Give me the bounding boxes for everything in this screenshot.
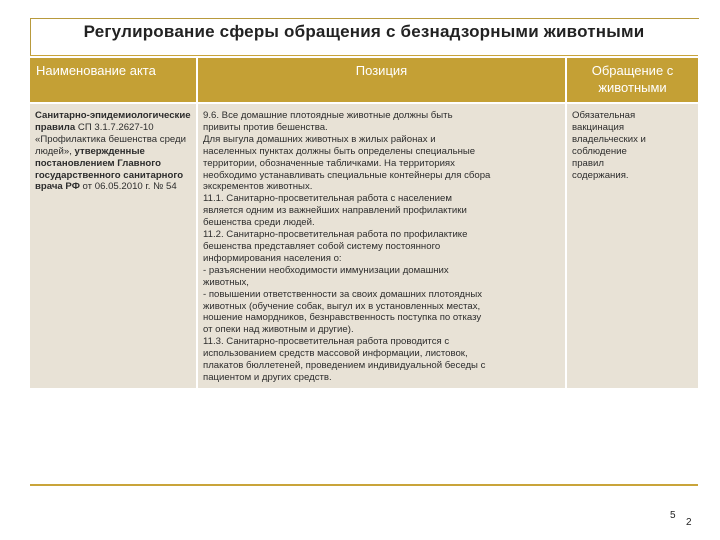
position-text-line: бешенства представляет собой систему постоянного <box>203 240 441 252</box>
treatment-text-line: владельческих и <box>572 133 646 145</box>
treatment-text-line: содержания. <box>572 169 629 181</box>
act-name-text-1: СП 3.1.7.2627-10 «Профилактика бешенства среди людей», <box>35 121 187 157</box>
position-text-line: 11.3. Санитарно-просветительная работа проводится с <box>203 336 450 348</box>
position-text-line: - повышении ответственности за своих домашних плотоядных <box>203 288 483 300</box>
page-number: 5 <box>670 510 676 521</box>
act-name-bold-1: Санитарно-эпидемиологические правила <box>35 110 191 133</box>
position-text-line: населенных пунктах должны быть определены специальные <box>203 145 476 157</box>
position-text-line: пациентом и других средств. <box>203 371 332 383</box>
table-row <box>30 103 698 388</box>
act-name-text-2: от 06.05.2010 г. № 54 <box>79 181 177 193</box>
page-title: Регулирование сферы обращения с безнадзорными животными <box>83 22 645 41</box>
position-text-line: территории, обозначенные табличками. На территориях <box>203 157 455 169</box>
position-text-line: Для выгула домашних животных в жилых районах и <box>203 133 436 145</box>
title-divider <box>30 55 698 56</box>
position-text-line: 9.6. Все домашние плотоядные животные должны быть <box>203 110 453 121</box>
position-text-line: животных, <box>203 276 249 288</box>
position-text-line: необходимо устанавливать специальные контейнеры для сбора <box>203 169 491 181</box>
position-text-line: 11.2. Санитарно-просветительная работа по профилактике <box>203 229 468 241</box>
position-text-line: 11.1. Санитарно-просветительная работа с населением <box>203 193 452 205</box>
position-text-line: плакатов бюллетеней, проведением индивидуальной беседы с <box>203 360 486 372</box>
act-name-cell <box>30 103 197 388</box>
treatment-text-line: правил <box>572 157 604 169</box>
position-text-line: ношение намордников, безнравственность поступка по отказу <box>203 312 482 324</box>
position-text-line: животных (обучение собак, выгул их в установленных местах, <box>203 300 481 312</box>
treatment-text-line: вакцинация <box>572 121 625 133</box>
position-cell <box>197 103 566 388</box>
position-text-line: от опеки над животным и другие). <box>203 324 354 336</box>
table-header-row <box>30 58 698 103</box>
position-text-line: привиты против бешенства. <box>203 121 328 133</box>
position-text-line: экскрементов животных. <box>203 181 313 193</box>
page-number-secondary: 2 <box>686 517 692 528</box>
treatment-cell <box>566 103 698 388</box>
position-text-line: информирования населения о: <box>203 252 342 264</box>
regulation-table <box>30 58 698 388</box>
header-position: Позиция <box>197 58 566 103</box>
position-text-line: использованием средств массовой информации, листовок, <box>203 348 468 360</box>
act-name-bold-2: утвержденные постановлением Главного государственного санитарного врача РФ <box>35 145 184 193</box>
header-act-name: Наименование акта <box>30 58 197 103</box>
position-text-line: - разъяснении необходимости иммунизации домашних <box>203 264 449 276</box>
treatment-text-line: Обязательная <box>572 110 636 121</box>
footer-divider <box>30 484 698 486</box>
position-text-line: бешенства среди людей. <box>203 217 315 229</box>
position-text-line: является одним из важнейших направлений профилактики <box>203 205 467 217</box>
treatment-text-line: соблюдение <box>572 145 627 157</box>
header-treatment: Обращение с животными <box>566 58 698 103</box>
